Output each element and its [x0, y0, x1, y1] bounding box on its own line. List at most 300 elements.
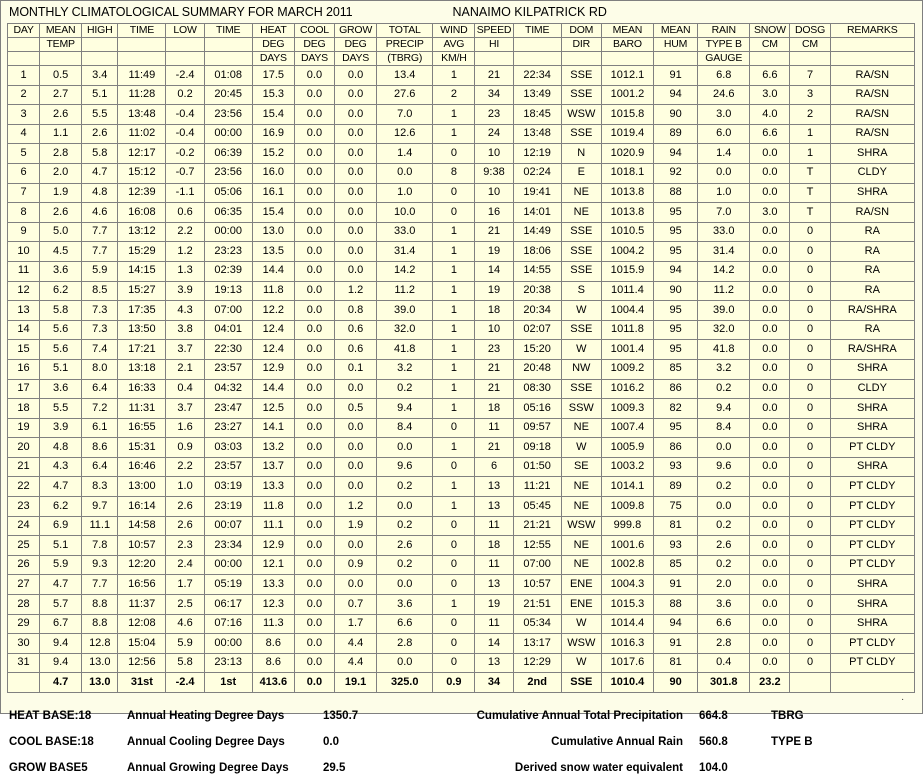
cell-dom-dir: NE — [561, 536, 601, 556]
cell-wind-time: 12:19 — [513, 144, 561, 164]
cell-wind-time: 05:34 — [513, 614, 561, 634]
cell-total-precip: 27.6 — [377, 85, 433, 105]
summary-high: 13.0 — [82, 673, 118, 693]
cell-high-time: 13:12 — [118, 222, 166, 242]
cell-low-time: 23:27 — [204, 418, 252, 438]
table-row — [8, 163, 915, 183]
cell-snow-cm: 0.0 — [750, 457, 790, 477]
cell-low: 2.2 — [166, 457, 204, 477]
cell-day: 3 — [8, 105, 40, 125]
cell-mean-hum: 94 — [654, 261, 698, 281]
cell-remarks: RA/SHRA — [830, 340, 914, 360]
cell-mean-hum: 94 — [654, 144, 698, 164]
cell-high-time: 12:56 — [118, 653, 166, 673]
cell-rain-type-b: 31.4 — [698, 242, 750, 262]
col-header-speed-hi: SPEED — [476, 23, 512, 36]
summary-low-time: 1st — [204, 673, 252, 693]
cell-cool-deg-days: 0.0 — [294, 438, 334, 458]
cell-low: 2.3 — [166, 536, 204, 556]
cell-snow-cm: 0.0 — [750, 301, 790, 321]
cell-day: 22 — [8, 477, 40, 497]
cell-speed-hi: 14 — [475, 261, 513, 281]
table-row — [8, 105, 915, 125]
cell-speed-hi: 6 — [475, 457, 513, 477]
cell-wind-avg: 0 — [433, 144, 475, 164]
cell-cool-deg-days: 0.0 — [294, 536, 334, 556]
header-row-1 — [8, 24, 915, 38]
cell-day: 31 — [8, 653, 40, 673]
cell-remarks: SHRA — [830, 359, 914, 379]
cell-dom-dir: NE — [561, 555, 601, 575]
cell-speed-hi: 21 — [475, 359, 513, 379]
cell-low-time: 06:35 — [204, 203, 252, 223]
col-header-low-l3 — [166, 52, 204, 66]
cell-mean-temp: 5.1 — [40, 536, 82, 556]
cell-mean-hum: 86 — [654, 379, 698, 399]
cell-day: 5 — [8, 144, 40, 164]
annual-growing-label: Annual Growing Degree Days — [127, 762, 289, 774]
cell-cool-deg-days: 0.0 — [294, 653, 334, 673]
table-row — [8, 418, 915, 438]
cell-mean-temp: 6.2 — [40, 497, 82, 517]
footer-row-grow — [9, 755, 922, 781]
cell-total-precip: 31.4 — [377, 242, 433, 262]
cell-rain-type-b: 0.0 — [698, 163, 750, 183]
snow-water-equivalent-value: 104.0 — [699, 762, 728, 774]
cell-low: 2.4 — [166, 555, 204, 575]
col-header-low: LOW — [166, 24, 204, 38]
cell-total-precip: 2.6 — [377, 536, 433, 556]
cell-mean-baro: 1009.3 — [601, 399, 653, 419]
cell-low: 0.9 — [166, 438, 204, 458]
cell-heat-deg-days: 11.8 — [252, 497, 294, 517]
cell-snow-cm: 0.0 — [750, 379, 790, 399]
cell-remarks: RA/SHRA — [830, 301, 914, 321]
summary-high-time: 31st — [118, 673, 166, 693]
cell-heat-deg-days: 12.2 — [252, 301, 294, 321]
cell-rain-type-b: 24.6 — [698, 85, 750, 105]
cell-high-time: 11:31 — [118, 399, 166, 419]
cell-high: 8.8 — [82, 614, 118, 634]
cell-remarks: PT CLDY — [830, 653, 914, 673]
col-header-grow-deg-days-l2: DEG — [335, 38, 377, 52]
cell-dom-dir: SSE — [561, 66, 601, 86]
cell-speed-hi: 19 — [475, 281, 513, 301]
title-main-text: MONTHLY CLIMATOLOGICAL SUMMARY FOR MARCH 2011 — [9, 5, 353, 19]
col-header-mean-hum-l3 — [654, 52, 698, 66]
cell-wind-avg: 1 — [433, 66, 475, 86]
cell-mean-temp: 2.8 — [40, 144, 82, 164]
cell-low-time: 04:01 — [204, 320, 252, 340]
col-header-wind-time-l2 — [513, 38, 561, 52]
cell-speed-hi: 11 — [475, 614, 513, 634]
cell-high: 4.7 — [82, 163, 118, 183]
cell-low-time: 04:32 — [204, 379, 252, 399]
cell-low: 1.0 — [166, 477, 204, 497]
cell-wind-avg: 0 — [433, 457, 475, 477]
cell-low: 2.6 — [166, 516, 204, 536]
cell-cool-deg-days: 0.0 — [294, 105, 334, 125]
cell-remarks: PT CLDY — [830, 497, 914, 517]
cell-dosg-cm: 0 — [790, 359, 830, 379]
summary-grow-deg-days: 19.1 — [335, 673, 377, 693]
cell-mean-hum: 90 — [654, 105, 698, 125]
col-header-cool-deg-days-l3: DAYS — [294, 52, 334, 66]
cell-mean-temp: 5.0 — [40, 222, 82, 242]
cell-remarks: RA — [830, 222, 914, 242]
cell-snow-cm: 0.0 — [750, 144, 790, 164]
cell-rain-type-b: 0.0 — [698, 497, 750, 517]
cell-mean-baro: 1007.4 — [601, 418, 653, 438]
table-row — [8, 144, 915, 164]
table-row — [8, 595, 915, 615]
cell-heat-deg-days: 13.2 — [252, 438, 294, 458]
table-row — [8, 85, 915, 105]
cell-wind-time: 20:48 — [513, 359, 561, 379]
cell-high: 8.5 — [82, 281, 118, 301]
cell-total-precip: 0.2 — [377, 477, 433, 497]
cell-grow-deg-days: 0.6 — [335, 320, 377, 340]
cell-snow-cm: 0.0 — [750, 183, 790, 203]
cell-high: 7.2 — [82, 399, 118, 419]
col-header-snow-cm-l2: CM — [750, 38, 790, 52]
cell-low-time: 23:13 — [204, 653, 252, 673]
cell-day: 4 — [8, 124, 40, 144]
cell-heat-deg-days: 16.9 — [252, 124, 294, 144]
cell-high: 2.6 — [82, 124, 118, 144]
cell-speed-hi: 16 — [475, 203, 513, 223]
cell-mean-temp: 3.9 — [40, 418, 82, 438]
cell-heat-deg-days: 15.2 — [252, 144, 294, 164]
cell-mean-temp: 4.7 — [40, 575, 82, 595]
cell-low: 3.9 — [166, 281, 204, 301]
table-row — [8, 203, 915, 223]
cell-mean-baro: 1015.9 — [601, 261, 653, 281]
cell-wind-avg: 0 — [433, 614, 475, 634]
cell-mean-temp: 3.6 — [40, 261, 82, 281]
cell-total-precip: 14.2 — [377, 261, 433, 281]
cell-day: 1 — [8, 66, 40, 86]
cell-total-precip: 3.2 — [377, 359, 433, 379]
cell-mean-baro: 1018.1 — [601, 163, 653, 183]
cell-low-time: 22:30 — [204, 340, 252, 360]
cell-dosg-cm: 0 — [790, 222, 830, 242]
cell-total-precip: 12.6 — [377, 124, 433, 144]
cell-cool-deg-days: 0.0 — [294, 516, 334, 536]
cell-speed-hi: 23 — [475, 105, 513, 125]
table-row — [8, 359, 915, 379]
cell-mean-hum: 95 — [654, 418, 698, 438]
cell-cool-deg-days: 0.0 — [294, 301, 334, 321]
summary-mean-hum: 90 — [654, 673, 698, 693]
cell-low-time: 19:13 — [204, 281, 252, 301]
cell-wind-time: 09:18 — [513, 438, 561, 458]
cell-low: -1.1 — [166, 183, 204, 203]
col-header-rain-type-b-l3: GAUGE — [698, 52, 750, 66]
cell-dosg-cm: 0 — [790, 634, 830, 654]
col-header-snow-cm: SNOW — [750, 24, 790, 38]
cell-high: 9.3 — [82, 555, 118, 575]
table-row — [8, 261, 915, 281]
cell-cool-deg-days: 0.0 — [294, 595, 334, 615]
cell-speed-hi: 18 — [475, 536, 513, 556]
cell-speed-hi: 21 — [475, 66, 513, 86]
cell-high-time: 16:08 — [118, 203, 166, 223]
cell-low: 5.8 — [166, 653, 204, 673]
cell-grow-deg-days: 0.0 — [335, 477, 377, 497]
cell-day: 2 — [8, 85, 40, 105]
cell-heat-deg-days: 13.3 — [252, 575, 294, 595]
cell-wind-time: 15:20 — [513, 340, 561, 360]
cell-grow-deg-days: 1.9 — [335, 516, 377, 536]
col-header-speed-hi-l3 — [475, 52, 513, 66]
cell-low: 4.6 — [166, 614, 204, 634]
cell-high-time: 11:02 — [118, 124, 166, 144]
cell-heat-deg-days: 12.4 — [252, 320, 294, 340]
cell-speed-hi: 19 — [475, 595, 513, 615]
cell-snow-cm: 0.0 — [750, 614, 790, 634]
summary-speed-hi: 34 — [475, 673, 513, 693]
cell-day: 24 — [8, 516, 40, 536]
cell-mean-hum: 81 — [654, 516, 698, 536]
cell-snow-cm: 6.6 — [750, 124, 790, 144]
cell-speed-hi: 10 — [475, 320, 513, 340]
cell-mean-baro: 1020.9 — [601, 144, 653, 164]
cell-high: 4.6 — [82, 203, 118, 223]
cell-mean-hum: 82 — [654, 399, 698, 419]
cell-low: 3.7 — [166, 399, 204, 419]
cell-high: 7.3 — [82, 301, 118, 321]
cell-high-time: 11:37 — [118, 595, 166, 615]
cell-total-precip: 1.4 — [377, 144, 433, 164]
cell-remarks: SHRA — [830, 457, 914, 477]
cell-high: 8.6 — [82, 438, 118, 458]
cell-total-precip: 8.4 — [377, 418, 433, 438]
cell-day: 26 — [8, 555, 40, 575]
summary-dosg-cm — [790, 673, 830, 693]
cell-low: 3.8 — [166, 320, 204, 340]
cell-wind-time: 05:16 — [513, 399, 561, 419]
cell-grow-deg-days: 0.0 — [335, 222, 377, 242]
cell-dom-dir: WSW — [561, 634, 601, 654]
cell-mean-temp: 2.6 — [40, 203, 82, 223]
cell-day: 18 — [8, 399, 40, 419]
cell-high-time: 12:08 — [118, 614, 166, 634]
cell-speed-hi: 18 — [475, 399, 513, 419]
cell-dom-dir: ENE — [561, 575, 601, 595]
cell-total-precip: 0.2 — [377, 516, 433, 536]
cell-high: 5.1 — [82, 85, 118, 105]
col-header-wind-time: TIME — [513, 24, 561, 38]
cell-dom-dir: NE — [561, 203, 601, 223]
cell-rain-type-b: 1.0 — [698, 183, 750, 203]
cell-grow-deg-days: 0.0 — [335, 85, 377, 105]
cell-total-precip: 0.2 — [377, 555, 433, 575]
cell-heat-deg-days: 17.5 — [252, 66, 294, 86]
cell-remarks: RA/SN — [830, 66, 914, 86]
cell-wind-avg: 0 — [433, 203, 475, 223]
col-header-cool-deg-days: COOL — [294, 24, 334, 38]
cell-wind-avg: 2 — [433, 85, 475, 105]
cell-cool-deg-days: 0.0 — [294, 320, 334, 340]
cell-low: 1.6 — [166, 418, 204, 438]
cell-low: -2.4 — [166, 66, 204, 86]
cell-total-precip: 6.6 — [377, 614, 433, 634]
cell-mean-temp: 5.8 — [40, 301, 82, 321]
cell-rain-type-b: 0.4 — [698, 653, 750, 673]
cell-day: 21 — [8, 457, 40, 477]
cell-wind-avg: 0 — [433, 183, 475, 203]
col-header-grow-deg-days-l3: DAYS — [335, 52, 377, 66]
cell-mean-hum: 93 — [654, 457, 698, 477]
cell-high: 6.1 — [82, 418, 118, 438]
cell-high-time: 15:29 — [118, 242, 166, 262]
cell-high: 7.4 — [82, 340, 118, 360]
summary-low: -2.4 — [166, 673, 204, 693]
cell-mean-baro: 1012.1 — [601, 66, 653, 86]
cell-cool-deg-days: 0.0 — [294, 614, 334, 634]
table-row — [8, 497, 915, 517]
cell-low-time: 03:03 — [204, 438, 252, 458]
cell-mean-hum: 86 — [654, 438, 698, 458]
cell-dosg-cm: 0 — [790, 477, 830, 497]
cell-speed-hi: 13 — [475, 477, 513, 497]
cell-low-time: 06:17 — [204, 595, 252, 615]
cell-wind-avg: 0 — [433, 575, 475, 595]
summary-mean-temp: 4.7 — [40, 673, 82, 693]
summary-rain-type-b: 301.8 — [698, 673, 750, 693]
cell-high-time: 15:04 — [118, 634, 166, 654]
cell-mean-baro: 1014.1 — [601, 477, 653, 497]
cell-total-precip: 41.8 — [377, 340, 433, 360]
cell-mean-temp: 1.9 — [40, 183, 82, 203]
cell-total-precip: 32.0 — [377, 320, 433, 340]
cell-dosg-cm: 2 — [790, 105, 830, 125]
cell-total-precip: 33.0 — [377, 222, 433, 242]
cell-wind-time: 21:21 — [513, 516, 561, 536]
cell-heat-deg-days: 15.4 — [252, 203, 294, 223]
cell-dosg-cm: 0 — [790, 497, 830, 517]
cell-speed-hi: 10 — [475, 144, 513, 164]
cell-wind-time: 22:34 — [513, 66, 561, 86]
cell-snow-cm: 3.0 — [750, 85, 790, 105]
cell-cool-deg-days: 0.0 — [294, 497, 334, 517]
cell-low: 4.3 — [166, 301, 204, 321]
cell-high-time: 14:58 — [118, 516, 166, 536]
cell-speed-hi: 9:38 — [475, 163, 513, 183]
cell-heat-deg-days: 16.0 — [252, 163, 294, 183]
cell-wind-time: 10:57 — [513, 575, 561, 595]
cell-rain-type-b: 0.2 — [698, 516, 750, 536]
cell-total-precip: 0.0 — [377, 163, 433, 183]
cell-cool-deg-days: 0.0 — [294, 124, 334, 144]
cell-dosg-cm: 0 — [790, 261, 830, 281]
cell-heat-deg-days: 12.9 — [252, 359, 294, 379]
cell-dosg-cm: 0 — [790, 281, 830, 301]
cell-high-time: 17:21 — [118, 340, 166, 360]
col-header-day-l3 — [8, 52, 40, 66]
cell-low-time: 00:00 — [204, 222, 252, 242]
col-header-dosg-cm-l2: CM — [790, 38, 830, 52]
cell-mean-baro: 1001.4 — [601, 340, 653, 360]
cell-cool-deg-days: 0.0 — [294, 457, 334, 477]
table-row — [8, 555, 915, 575]
cell-high: 7.3 — [82, 320, 118, 340]
cell-grow-deg-days: 0.0 — [335, 242, 377, 262]
cell-grow-deg-days: 0.5 — [335, 399, 377, 419]
col-header-high: HIGH — [82, 24, 118, 38]
cell-wind-time: 11:21 — [513, 477, 561, 497]
cell-high-time: 16:56 — [118, 575, 166, 595]
cell-high-time: 15:12 — [118, 163, 166, 183]
cell-total-precip: 9.4 — [377, 399, 433, 419]
table-body — [8, 66, 915, 693]
cell-grow-deg-days: 0.0 — [335, 66, 377, 86]
cell-heat-deg-days: 12.4 — [252, 340, 294, 360]
cell-dosg-cm: 7 — [790, 66, 830, 86]
cell-rain-type-b: 41.8 — [698, 340, 750, 360]
cell-grow-deg-days: 0.0 — [335, 457, 377, 477]
cell-speed-hi: 23 — [475, 340, 513, 360]
cell-dosg-cm: 0 — [790, 614, 830, 634]
col-header-remarks-l2 — [830, 38, 914, 52]
cell-mean-baro: 1009.8 — [601, 497, 653, 517]
footer-row-cool — [9, 729, 922, 755]
cell-speed-hi: 11 — [475, 516, 513, 536]
table-row — [8, 653, 915, 673]
cell-rain-type-b: 9.4 — [698, 399, 750, 419]
cell-mean-hum: 88 — [654, 595, 698, 615]
col-header-heat-deg-days-l2: DEG — [252, 38, 294, 52]
cell-mean-baro: 1017.6 — [601, 653, 653, 673]
cell-mean-baro: 1004.4 — [601, 301, 653, 321]
col-header-high-time: TIME — [118, 24, 166, 38]
col-header-heat-deg-days: HEAT — [252, 24, 294, 38]
cell-low-time: 03:19 — [204, 477, 252, 497]
cell-heat-deg-days: 14.1 — [252, 418, 294, 438]
cell-mean-temp: 5.6 — [40, 320, 82, 340]
col-header-wind-avg-l2: AVG — [433, 38, 475, 52]
cell-low-time: 01:08 — [204, 66, 252, 86]
cell-rain-type-b: 39.0 — [698, 301, 750, 321]
cell-mean-hum: 95 — [654, 203, 698, 223]
col-header-mean-temp-l2: TEMP — [40, 38, 82, 52]
col-header-dosg-cm: DOSG — [790, 24, 830, 38]
cell-high-time: 14:15 — [118, 261, 166, 281]
cell-snow-cm: 0.0 — [750, 242, 790, 262]
cell-heat-deg-days: 14.4 — [252, 379, 294, 399]
grow-base-label: GROW BASE5 — [9, 762, 88, 774]
cell-dom-dir: SSE — [561, 320, 601, 340]
cell-dosg-cm: 0 — [790, 242, 830, 262]
col-header-total-precip-l2: PRECIP — [377, 38, 433, 52]
cell-low: 2.5 — [166, 595, 204, 615]
cumulative-rain-value: 560.8 — [699, 736, 728, 748]
col-header-speed-hi-l2: HI — [475, 38, 513, 52]
table-row — [8, 340, 915, 360]
col-header-mean-baro: MEAN — [601, 24, 653, 38]
cell-grow-deg-days: 1.2 — [335, 281, 377, 301]
cell-dom-dir: SSW — [561, 399, 601, 419]
cell-mean-hum: 94 — [654, 85, 698, 105]
cell-dom-dir: W — [561, 614, 601, 634]
col-header-total-precip-l3: (TBRG) — [377, 52, 433, 66]
cell-speed-hi: 13 — [475, 575, 513, 595]
cell-snow-cm: 0.0 — [750, 575, 790, 595]
cell-high-time: 17:35 — [118, 301, 166, 321]
header-row-3 — [8, 52, 915, 66]
cell-high: 8.8 — [82, 595, 118, 615]
